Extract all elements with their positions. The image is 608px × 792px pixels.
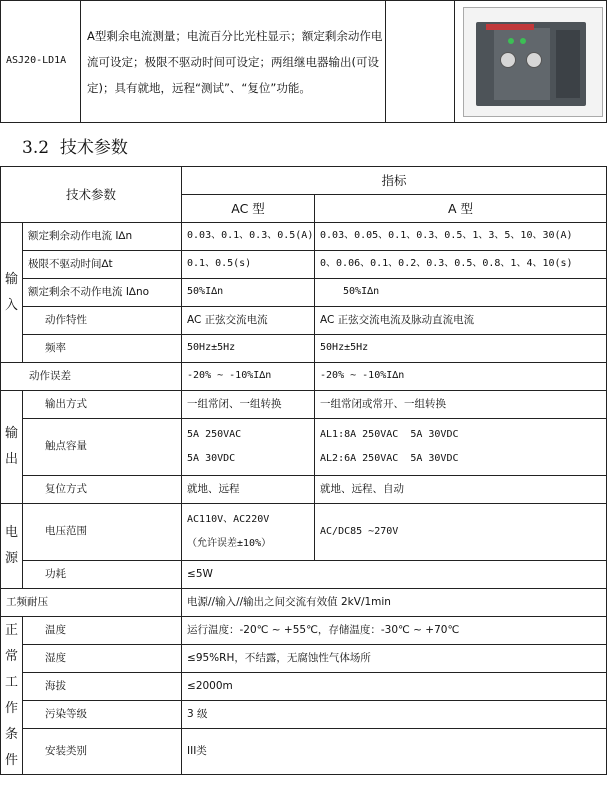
row-ac-value: 5A 250VAC 5A 30VDC [182, 419, 315, 476]
row-ac-value: 就地、远程 [182, 476, 315, 504]
row-value: ≤5W [182, 561, 607, 589]
row-value: ≤2000m [182, 673, 607, 701]
table-row [1, 363, 607, 391]
row-label: 安装类别 [23, 729, 182, 775]
row-label: 工频耐压 [1, 589, 182, 617]
row-label: 触点容量 [23, 419, 182, 476]
row-label: 动作误差 [1, 363, 182, 391]
header-indicator: 指标 [182, 167, 607, 195]
header-a: A 型 [315, 195, 607, 223]
table-row [1, 729, 607, 775]
row-label: 频率 [23, 335, 182, 363]
row-a-value: 50Hz±5Hz [315, 335, 607, 363]
table-row [1, 307, 607, 335]
row-label: 极限不驱动时间∆t [23, 251, 182, 279]
table-row [1, 391, 607, 419]
row-a-value: AL1:8A 250VAC 5A 30VDC AL2:6A 250VAC 5A 30VDC [315, 419, 607, 476]
table-row [1, 335, 607, 363]
row-ac-value: 50%I∆n [182, 279, 315, 307]
row-ac-value: 0.03、0.1、0.3、0.5(A) [182, 223, 315, 251]
row-a-value: 一组常闭或常开、一组转换 [315, 391, 607, 419]
table-row [1, 645, 607, 673]
row-label: 功耗 [23, 561, 182, 589]
row-a-value: -20% ~ -10%I∆n [315, 363, 607, 391]
table-row [1, 223, 607, 251]
row-label: 复位方式 [23, 476, 182, 504]
row-label: 输出方式 [23, 391, 182, 419]
table-row [1, 251, 607, 279]
group-label-power: 电 源 [1, 504, 23, 589]
section-number: 3.2 [22, 138, 50, 158]
row-value: 3 级 [182, 701, 607, 729]
table-row [1, 617, 607, 645]
row-value: 运行温度：-20℃ ~ +55℃，存储温度：-30℃ ~ +70℃ [182, 617, 607, 645]
product-table [0, 0, 607, 123]
row-label: 额定剩余动作电流 I∆n [23, 223, 182, 251]
row-ac-value: 0.1、0.5(s) [182, 251, 315, 279]
header-ac: AC 型 [182, 195, 315, 223]
row-ac-value: AC 正弦交流电流 [182, 307, 315, 335]
row-ac-value: -20% ~ -10%I∆n [182, 363, 315, 391]
table-row [1, 701, 607, 729]
section-title: 技术参数 [59, 138, 128, 158]
row-label: 额定剩余不动作电流 I∆no [23, 279, 182, 307]
row-ac-value: 50Hz±5Hz [182, 335, 315, 363]
row-a-value: 0、0.06、0.1、0.2、0.3、0.5、0.8、1、4、10(s) [315, 251, 607, 279]
blank-cell [386, 1, 455, 123]
row-label: 温度 [23, 617, 182, 645]
table-row [1, 419, 607, 476]
row-value: 电源//输入//输出之间交流有效值 2kV/1min [182, 589, 607, 617]
row-ac-value: 一组常闭、一组转换 [182, 391, 315, 419]
group-label-environment: 正 常 工 作 条 件 [1, 617, 23, 775]
row-a-value: 就地、远程、自动 [315, 476, 607, 504]
row-label: 海拔 [23, 673, 182, 701]
row-a-value: AC 正弦交流电流及脉动直流电流 [315, 307, 607, 335]
table-row [1, 673, 607, 701]
relay-device-photo [463, 7, 603, 117]
table-row [1, 476, 607, 504]
row-a-value: 50%I∆n [315, 279, 607, 307]
table-row [1, 279, 607, 307]
table-row [1, 504, 607, 561]
product-image-cell [455, 1, 607, 123]
row-a-value: AC/DC85 ~270V [315, 504, 607, 561]
row-ac-value: AC110V、AC220V （允许误差±10%） [182, 504, 315, 561]
group-label-output: 输 出 [1, 391, 23, 504]
product-model: ASJ20-LD1A [1, 1, 81, 123]
tech-spec-table [0, 166, 607, 775]
row-value: III类 [182, 729, 607, 775]
table-row [1, 561, 607, 589]
row-label: 湿度 [23, 645, 182, 673]
header-param: 技术参数 [1, 167, 182, 223]
row-label: 动作特性 [23, 307, 182, 335]
group-label-input: 输 入 [1, 223, 23, 363]
row-label: 电压范围 [23, 504, 182, 561]
section-heading [22, 133, 128, 158]
row-value: ≤95%RH，不结露，无腐蚀性气体场所 [182, 645, 607, 673]
table-row [1, 589, 607, 617]
row-a-value: 0.03、0.05、0.1、0.3、0.5、1、3、5、10、30(A) [315, 223, 607, 251]
product-description: A型剩余电流测量；电流百分比光柱显示；额定剩余动作电流可设定；极限不驱动时间可设定；两组继电器输出(可设定)；具有就地，远程“测试”、“复位”功能。 [81, 1, 386, 123]
header-row [1, 167, 607, 195]
row-label: 污染等级 [23, 701, 182, 729]
